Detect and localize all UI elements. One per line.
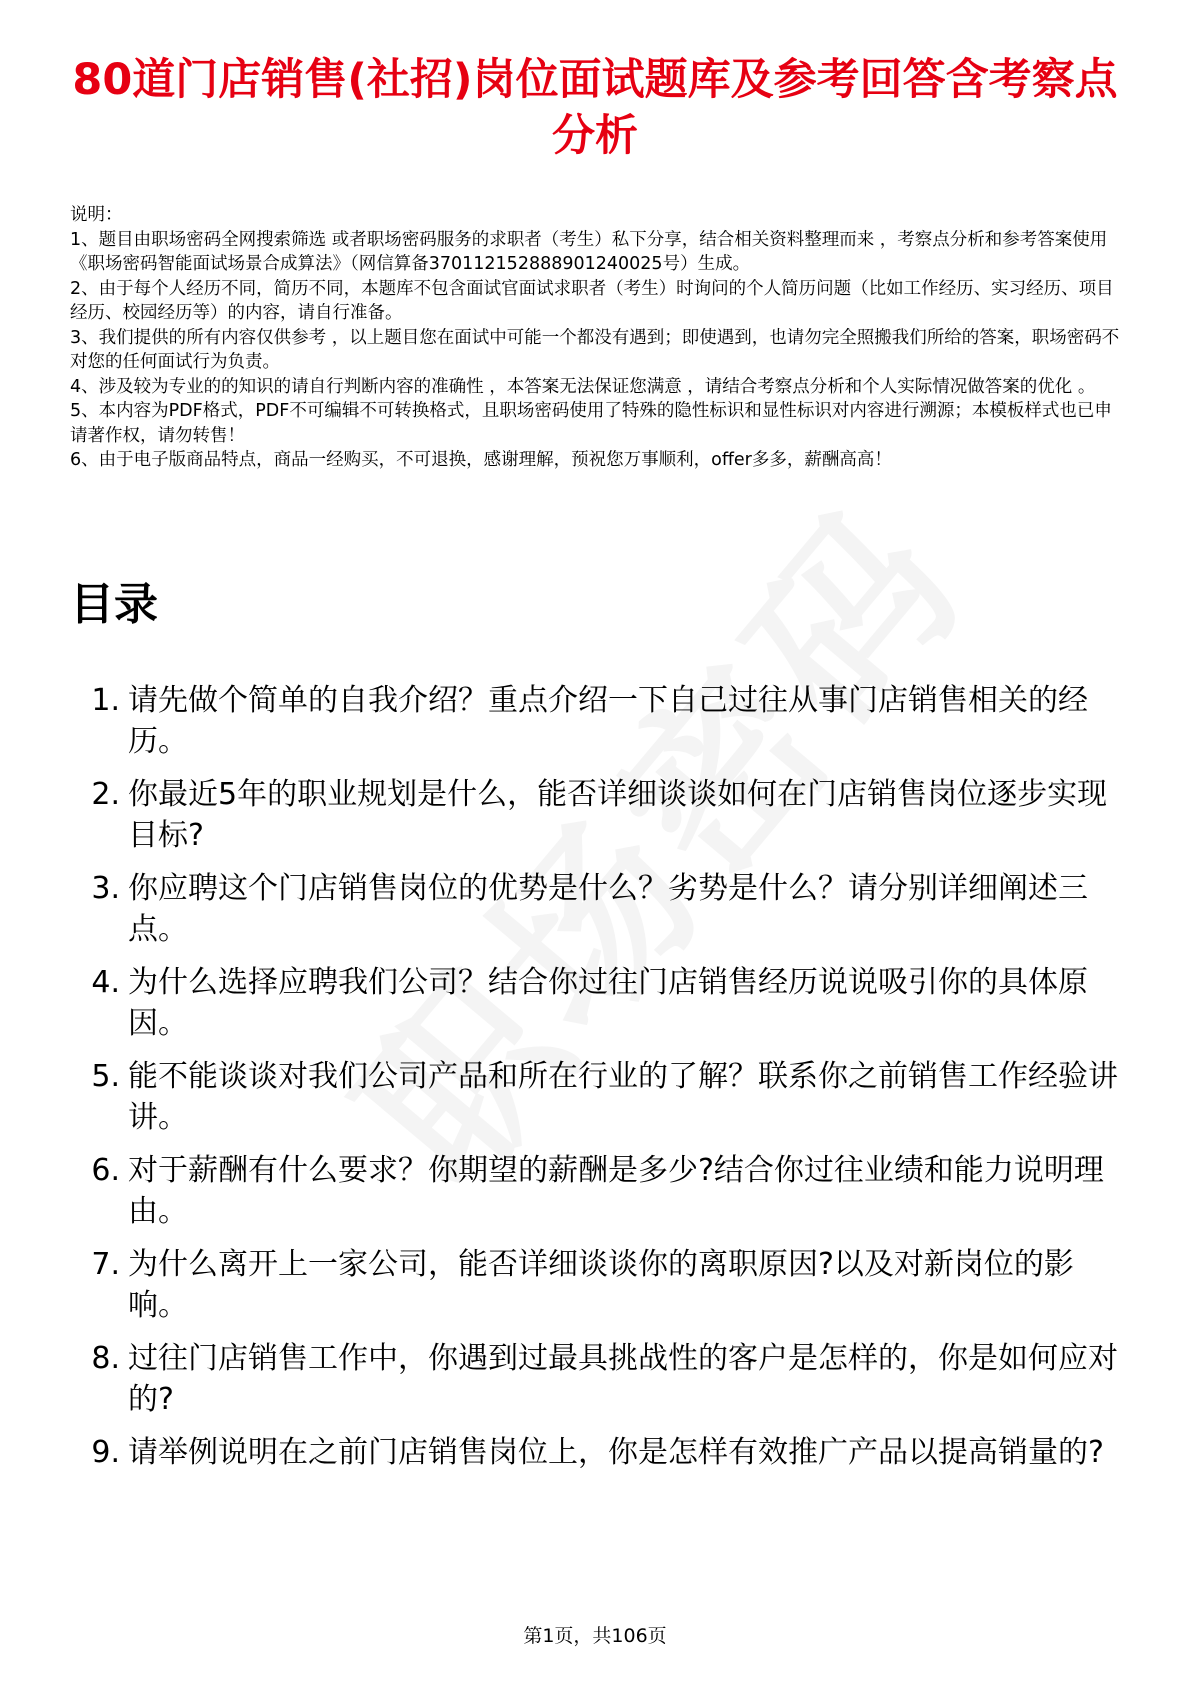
question-number: 1. [91, 683, 120, 718]
question-item [70, 1338, 1130, 1432]
question-text: 对于薪酬有什么要求？你期望的薪酬是多少?结合你过往业绩和能力说明理由。 [128, 1153, 1104, 1229]
note-item: 6、由于电子版商品特点，商品一经购买，不可退换，感谢理解，预祝您万事顺利，offer多多，薪酬高高！ [70, 450, 892, 470]
question-item [70, 1056, 1130, 1150]
question-text: 请举例说明在之前门店销售岗位上，你是怎样有效推广产品以提高销量的? [128, 1435, 1104, 1470]
question-number: 6. [91, 1153, 120, 1188]
question-number: 9. [91, 1435, 120, 1470]
question-number: 2. [91, 777, 120, 812]
question-text: 请先做个简单的自我介绍？重点介绍一下自己过往从事门店销售相关的经历。 [128, 683, 1088, 759]
question-item [70, 1150, 1130, 1244]
question-item [70, 1432, 1130, 1526]
question-item [70, 680, 1130, 774]
question-number: 3. [91, 871, 120, 906]
question-number: 5. [91, 1059, 120, 1094]
question-list [70, 680, 1130, 1526]
document-title: 80道门店销售(社招)岗位面试题库及参考回答含考察点分析 [72, 55, 1118, 161]
notes-section [70, 203, 1120, 473]
question-text: 过往门店销售工作中，你遇到过最具挑战性的客户是怎样的，你是如何应对的? [128, 1341, 1118, 1417]
question-item [70, 1244, 1130, 1338]
question-item [70, 962, 1130, 1056]
notes-heading: 说明： [70, 205, 123, 225]
question-text: 为什么离开上一家公司，能否详细谈谈你的离职原因?以及对新岗位的影响。 [128, 1247, 1074, 1323]
question-number: 4. [91, 965, 120, 1000]
note-item: 3、我们提供的所有内容仅供参考 ，以上题目您在面试中可能一个都没有遇到；即使遇到，也请勿完全照搬我们所给的答案，职场密码不对您的任何面试行为负责。 [70, 327, 1120, 372]
page-footer: 第1页，共106页 [523, 1625, 667, 1647]
question-text: 为什么选择应聘我们公司？结合你过往门店销售经历说说吸引你的具体原因。 [128, 965, 1088, 1041]
question-item [70, 774, 1130, 868]
question-text: 能不能谈谈对我们公司产品和所在行业的了解？联系你之前销售工作经验讲讲。 [128, 1059, 1118, 1135]
question-number: 7. [91, 1247, 120, 1282]
note-item: 1、题目由职场密码全网搜索筛选 或者职场密码服务的求职者（考生）私下分享，结合相关资料整理而来 ，考察点分析和参考答案使用《职场密码智能面试场景合成算法》（网信算备370112152888901240025号）生成。 [70, 229, 1108, 274]
question-number: 8. [91, 1341, 120, 1376]
question-text: 你最近5年的职业规划是什么，能否详细谈谈如何在门店销售岗位逐步实现目标? [128, 777, 1108, 853]
toc-heading: 目录 [70, 579, 158, 630]
question-item [70, 868, 1130, 962]
note-item: 4、涉及较为专业的的知识的请自行判断内容的准确性 ，本答案无法保证您满意 ，请结合考察点分析和个人实际情况做答案的优化 。 [70, 376, 1096, 397]
note-item: 2、由于每个人经历不同，简历不同，本题库不包含面试官面试求职者（考生）时询问的个人简历问题（比如工作经历、实习经历、项目经历、校园经历等）的内容，请自行准备。 [70, 278, 1114, 323]
note-item: 5、本内容为PDF格式，PDF不可编辑不可转换格式，且职场密码使用了特殊的隐性标识和显性标识对内容进行溯源；本模板样式也已申请著作权，请勿转售！ [70, 401, 1112, 446]
question-text: 你应聘这个门店销售岗位的优势是什么？劣势是什么？请分别详细阐述三点。 [128, 871, 1088, 947]
